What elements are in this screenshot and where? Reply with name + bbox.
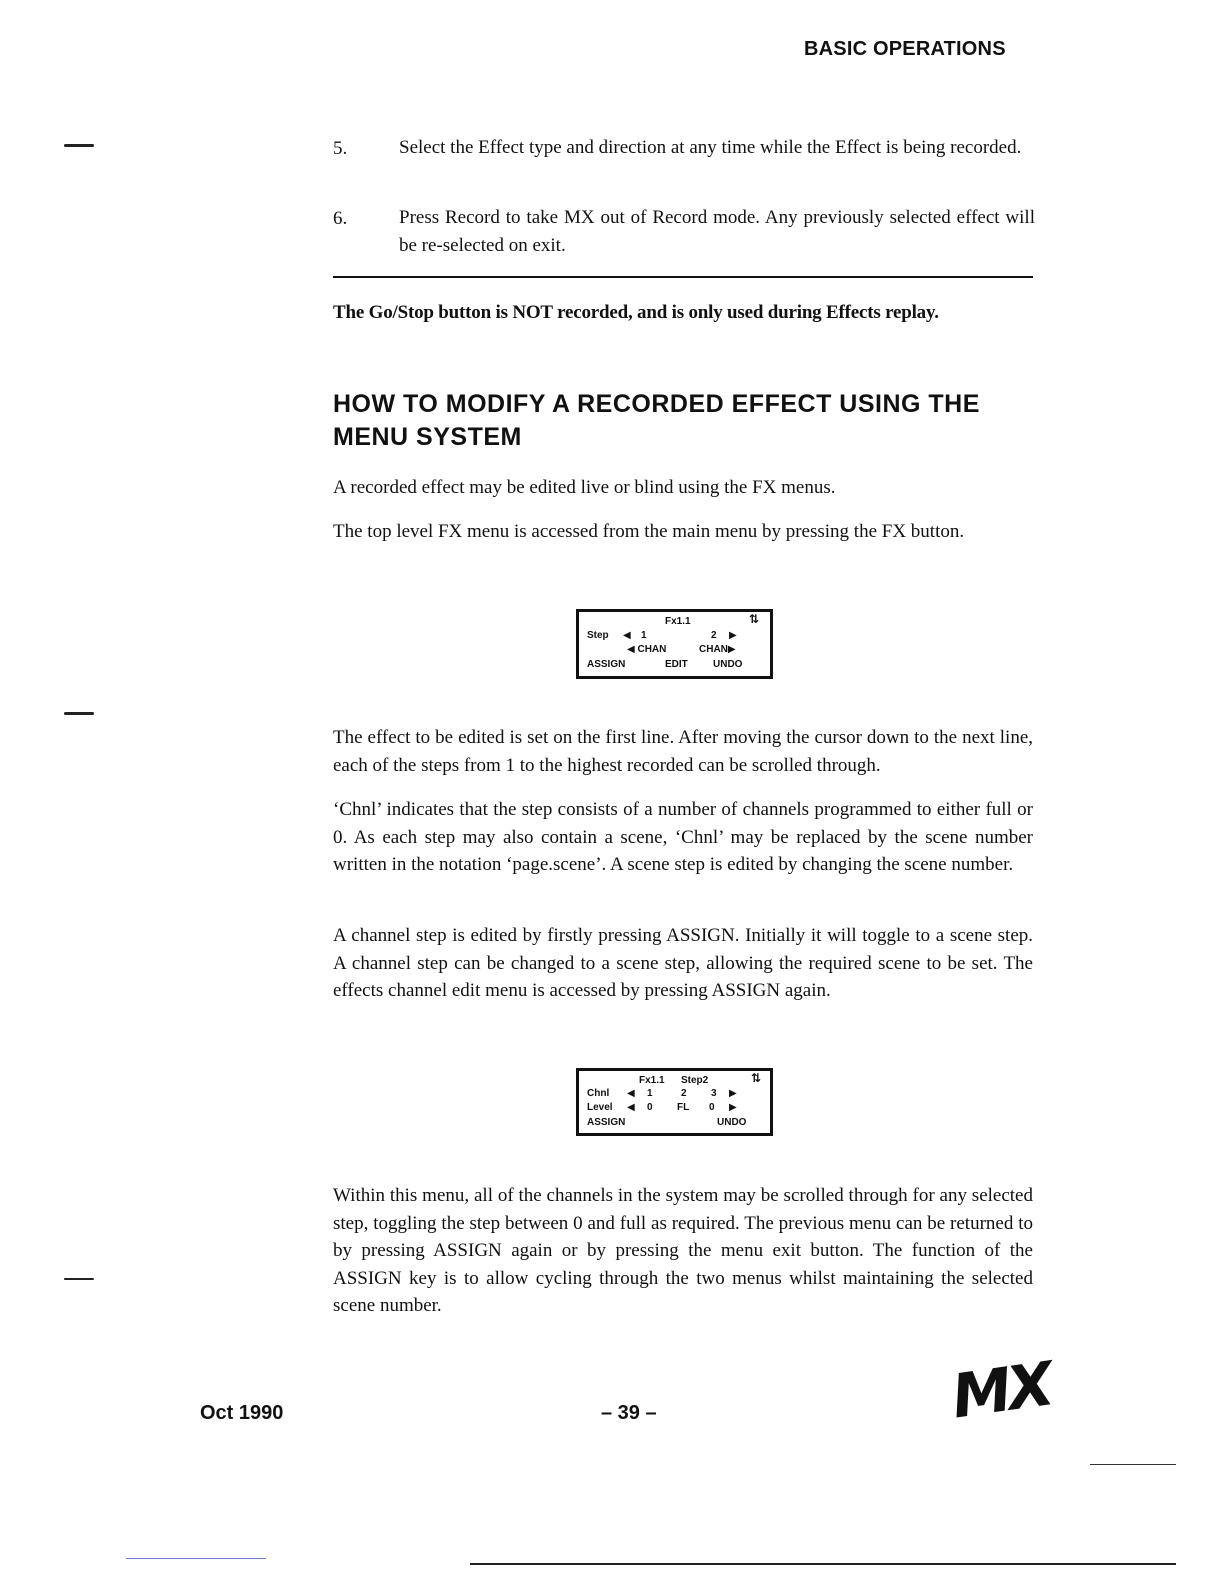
lcd-channel: 1	[647, 1088, 653, 1099]
lcd-display-channel-edit	[576, 1068, 773, 1136]
margin-mark	[64, 144, 94, 147]
lcd-level: 0	[647, 1102, 653, 1113]
lcd-assign: ASSIGN	[587, 659, 626, 670]
footer-date: Oct 1990	[200, 1402, 284, 1424]
lcd-step: Step2	[681, 1075, 709, 1086]
horizontal-rule	[333, 276, 1033, 278]
lcd-chnl-label: Chnl	[587, 1088, 610, 1099]
paragraph: A recorded effect may be edited live or blind using the FX menus.	[333, 477, 836, 498]
lcd-undo: UNDO	[713, 659, 743, 670]
paragraph: A channel step is edited by firstly pressing ASSIGN. Initially it will toggle to a scene step. A channel step can be changed to a scene step, allowing the required scene to be set. The effects channel edit menu is accessed by pressing ASSIGN again.	[333, 925, 1033, 1001]
scan-line	[126, 1558, 266, 1559]
lcd-level: FL	[677, 1102, 690, 1113]
lcd-level-label: Level	[587, 1102, 613, 1113]
lcd-step-from: 1	[641, 630, 647, 641]
left-arrow-icon: ◀	[627, 1102, 635, 1113]
left-arrow-icon: ◀	[623, 630, 631, 641]
scan-line	[1090, 1464, 1176, 1465]
scroll-indicator-icon: ⇅	[751, 1071, 762, 1085]
left-arrow-icon: ◀	[627, 1088, 635, 1099]
mx-logo: MX	[947, 1349, 1055, 1433]
lcd-edit: EDIT	[665, 659, 688, 670]
margin-mark	[64, 712, 94, 715]
paragraph: ‘Chnl’ indicates that the step consists of a number of channels programmed to either full or 0. As each step may also contain a scene, ‘Chnl’ may be replaced by the scene number written in the notation ‘page.scene’. A scene step is edited by changing the scene number.	[333, 799, 1033, 875]
step-text: Select the Effect type and direction at any time while the Effect is being recorded.	[399, 137, 1022, 158]
page-number: – 39 –	[601, 1402, 657, 1424]
step-number: 6.	[333, 208, 348, 229]
step-number: 5.	[333, 138, 348, 159]
lcd-step-label: Step	[587, 630, 609, 641]
paragraph: Within this menu, all of the channels in the system may be scrolled through for any selected step, toggling the step between 0 and full as required. The previous menu can be returned to by pressing ASSIGN again or by pressing the menu exit button. The function of the ASSIGN key is to allow cycling through the two menus whilst maintaining the selected scene number.	[333, 1185, 1033, 1316]
scan-line	[470, 1563, 1176, 1565]
lcd-channel: 3	[711, 1088, 717, 1099]
scroll-indicator-icon: ⇅	[749, 612, 760, 626]
running-head: BASIC OPERATIONS	[804, 38, 1006, 60]
lcd-chan-right: CHAN▶	[699, 644, 736, 655]
lcd-title: Fx1.1	[639, 1075, 665, 1086]
paragraph: The effect to be edited is set on the first line. After moving the cursor down to the next line, each of the steps from 1 to the highest recorded can be scrolled through.	[333, 727, 1033, 776]
right-arrow-icon: ▶	[729, 1088, 737, 1099]
section-heading: HOW TO MODIFY A RECORDED EFFECT USING THE MENU SYSTEM	[333, 390, 980, 451]
lcd-display-fx-menu	[576, 609, 773, 679]
lcd-step-to: 2	[711, 630, 717, 641]
lcd-channel: 2	[681, 1088, 687, 1099]
paragraph: The top level FX menu is accessed from the main menu by pressing the FX button.	[333, 521, 965, 542]
lcd-undo: UNDO	[717, 1117, 747, 1128]
step-text: Press Record to take MX out of Record mode. Any previously selected effect will be re-selected on exit.	[399, 207, 1035, 256]
lcd-level: 0	[709, 1102, 715, 1113]
lcd-title: Fx1.1	[665, 616, 691, 627]
lcd-assign: ASSIGN	[587, 1117, 626, 1128]
note-text: The Go/Stop button is NOT recorded, and is only used during Effects replay.	[333, 302, 939, 323]
right-arrow-icon: ▶	[729, 630, 737, 641]
right-arrow-icon: ▶	[729, 1102, 737, 1113]
lcd-chan-left: ◀ CHAN	[627, 644, 667, 655]
margin-mark	[64, 1278, 94, 1280]
